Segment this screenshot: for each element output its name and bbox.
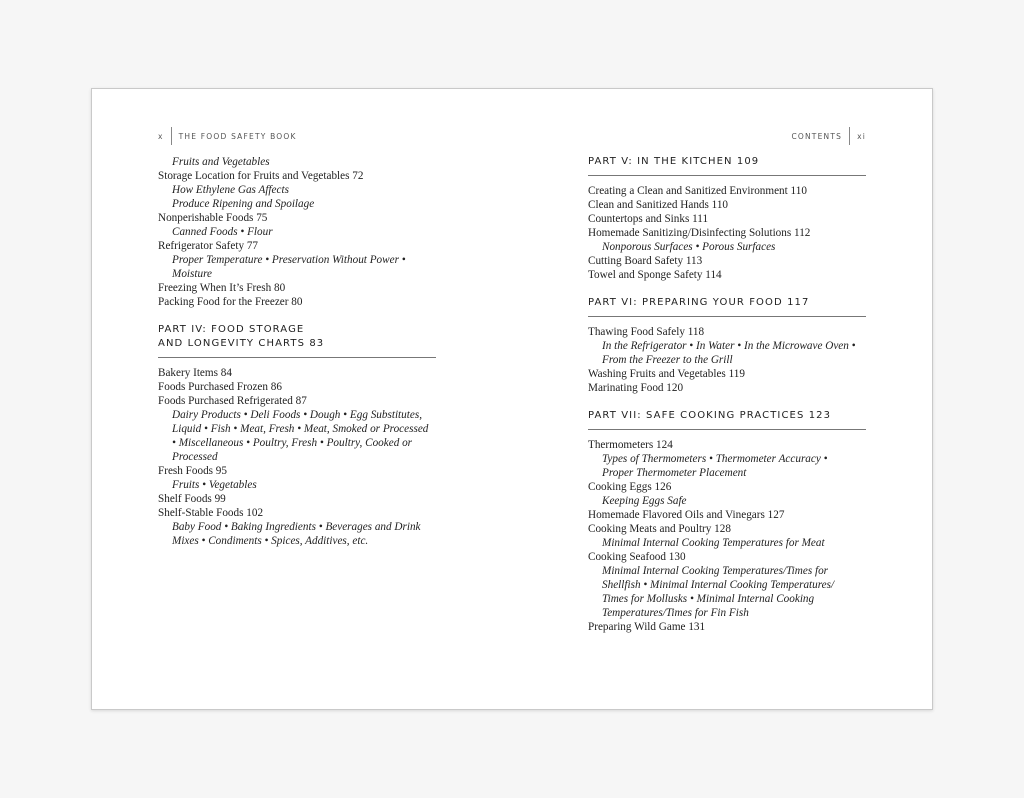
toc-subentry: Fruits and Vegetables [172, 156, 270, 168]
toc-entry: Washing Fruits and Vegetables 119 [588, 368, 745, 380]
toc-entry: Nonperishable Foods 75 [158, 212, 268, 224]
part-v-heading: PART V: IN THE KITCHEN 109 [588, 155, 866, 176]
toc-subentry: Moisture [172, 268, 212, 280]
toc-entry: Homemade Sanitizing/Disinfecting Solutions 112 [588, 227, 811, 239]
toc-entry: Clean and Sanitized Hands 110 [588, 199, 729, 211]
toc-entry: Thermometers 124 [588, 439, 673, 451]
toc-entry: Towel and Sponge Safety 114 [588, 269, 722, 281]
section-spacer [158, 309, 436, 323]
toc-subentry: • Miscellaneous • Poultry, Fresh • Poultry, Cooked or [172, 437, 413, 449]
part-iv-title-line2: AND LONGEVITY CHARTS 83 [158, 338, 325, 349]
running-head-divider [849, 127, 850, 145]
right-folio: xi [857, 131, 866, 141]
part-vi-heading: PART VI: PREPARING YOUR FOOD 117 [588, 296, 866, 317]
toc-entry: Refrigerator Safety 77 [158, 240, 259, 252]
toc-subentry: Dairy Products • Deli Foods • Dough • Egg Substitutes, [172, 409, 422, 421]
running-head-divider [171, 127, 172, 145]
toc-entry: Cooking Meats and Poultry 128 [588, 523, 731, 535]
toc-subentry: From the Freezer to the Grill [602, 354, 733, 366]
toc-entry: Preparing Wild Game 131 [588, 621, 706, 633]
toc-entry: Foods Purchased Frozen 86 [158, 381, 282, 393]
left-folio: x [158, 131, 164, 141]
toc-subentry: Shellfish • Minimal Internal Cooking Temperatures/ [602, 579, 835, 591]
toc-subentry: Minimal Internal Cooking Temperatures for Meat [602, 537, 825, 549]
toc-entry: Shelf Foods 99 [158, 493, 226, 505]
toc-entry: Creating a Clean and Sanitized Environment 110 [588, 185, 807, 197]
toc-subentry: Produce Ripening and Spoilage [172, 198, 315, 210]
toc-subentry: Nonporous Surfaces • Porous Surfaces [602, 241, 776, 253]
toc-subentry: How Ethylene Gas Affects [172, 184, 289, 196]
toc-entry: Shelf-Stable Foods 102 [158, 507, 264, 519]
toc-subentry: Temperatures/Times for Fin Fish [602, 607, 749, 619]
toc-subentry: Keeping Eggs Safe [602, 495, 687, 507]
toc-entry: Bakery Items 84 [158, 367, 232, 379]
toc-subentry: Times for Mollusks • Minimal Internal Cooking [602, 593, 815, 605]
toc-entry: Marinating Food 120 [588, 382, 684, 394]
right-toc-column [588, 155, 866, 634]
toc-entry: Freezing When It’s Fresh 80 [158, 282, 286, 294]
toc-entry: Cooking Eggs 126 [588, 481, 672, 493]
toc-entry: Cutting Board Safety 113 [588, 255, 703, 267]
left-running-head [158, 127, 297, 145]
section-spacer [588, 282, 866, 296]
contents-label: CONTENTS [791, 131, 843, 141]
toc-subentry: Liquid • Fish • Meat, Fresh • Meat, Smoked or Processed [172, 423, 429, 435]
toc-subentry: Proper Thermometer Placement [602, 467, 747, 479]
left-toc-column [158, 155, 436, 548]
toc-subentry: Proper Temperature • Preservation Without Power • [172, 254, 406, 266]
toc-subentry: Types of Thermometers • Thermometer Accuracy • [602, 453, 828, 465]
book-spread [91, 88, 933, 710]
toc-subentry: Baby Food • Baking Ingredients • Beverages and Drink [172, 521, 421, 533]
book-title: THE FOOD SAFETY BOOK [178, 131, 297, 141]
part-iv-heading [158, 323, 436, 358]
toc-subentry: Mixes • Condiments • Spices, Additives, etc. [172, 535, 369, 547]
toc-entry: Thawing Food Safely 118 [588, 326, 705, 338]
right-running-head [791, 127, 866, 145]
section-spacer [588, 395, 866, 409]
toc-subentry: In the Refrigerator • In Water • In the Microwave Oven • [602, 340, 856, 352]
toc-subentry: Fruits • Vegetables [172, 479, 257, 491]
toc-entry: Foods Purchased Refrigerated 87 [158, 395, 307, 407]
toc-subentry: Processed [172, 451, 218, 463]
toc-subentry: Canned Foods • Flour [172, 226, 273, 238]
toc-subentry: Minimal Internal Cooking Temperatures/Times for [602, 565, 829, 577]
part-vii-heading: PART VII: SAFE COOKING PRACTICES 123 [588, 409, 866, 430]
toc-entry: Fresh Foods 95 [158, 465, 227, 477]
part-iv-title-line1: PART IV: FOOD STORAGE [158, 324, 305, 335]
toc-entry: Storage Location for Fruits and Vegetables 72 [158, 170, 364, 182]
toc-entry: Packing Food for the Freezer 80 [158, 296, 303, 308]
toc-entry: Countertops and Sinks 111 [588, 213, 709, 225]
toc-entry: Homemade Flavored Oils and Vinegars 127 [588, 509, 785, 521]
toc-entry: Cooking Seafood 130 [588, 551, 686, 563]
